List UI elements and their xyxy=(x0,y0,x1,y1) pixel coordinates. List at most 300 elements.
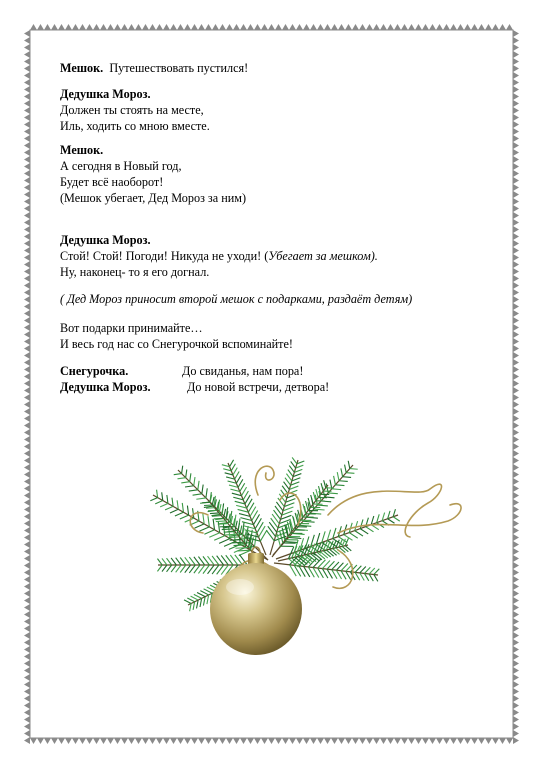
border-tooth xyxy=(429,24,436,30)
fir-needle xyxy=(226,534,237,535)
fir-needle xyxy=(299,525,311,526)
border-tooth xyxy=(513,310,519,317)
fir-needle xyxy=(231,464,235,471)
border-tooth xyxy=(24,478,30,485)
fir-needle xyxy=(388,519,395,524)
border-tooth xyxy=(24,534,30,541)
border-tooth xyxy=(513,121,519,128)
border-tooth xyxy=(128,738,135,744)
border-tooth xyxy=(24,485,30,492)
fir-needle xyxy=(289,466,294,473)
border-tooth xyxy=(324,24,331,30)
border-tooth xyxy=(24,373,30,380)
border-tooth xyxy=(212,24,219,30)
border-tooth xyxy=(436,738,443,744)
border-tooth xyxy=(513,450,519,457)
fir-needle xyxy=(212,516,221,517)
border-tooth xyxy=(24,681,30,688)
border-tooth xyxy=(24,275,30,282)
border-tooth xyxy=(24,247,30,254)
fir-needle xyxy=(293,516,296,527)
border-tooth xyxy=(443,738,450,744)
border-tooth xyxy=(513,79,519,86)
border-tooth xyxy=(275,24,282,30)
fir-needle xyxy=(171,565,176,572)
border-tooth xyxy=(513,527,519,534)
border-tooth xyxy=(499,738,506,744)
speaker-ded-moroz-3: Дедушка Мороз. xyxy=(60,380,151,394)
border-tooth xyxy=(513,597,519,604)
fir-needle xyxy=(160,503,168,506)
border-tooth xyxy=(93,738,100,744)
fir-needle xyxy=(341,571,346,580)
border-tooth xyxy=(30,24,37,30)
border-tooth xyxy=(142,738,149,744)
border-tooth xyxy=(513,149,519,156)
border-tooth xyxy=(226,24,233,30)
border-tooth xyxy=(464,738,471,744)
fir-needle xyxy=(193,508,194,518)
border-tooth xyxy=(513,688,519,695)
fir-needle xyxy=(186,469,187,477)
fir-needle xyxy=(167,495,168,503)
border-tooth xyxy=(380,24,387,30)
border-tooth xyxy=(100,24,107,30)
border-tooth xyxy=(24,695,30,702)
border-tooth xyxy=(121,24,128,30)
border-tooth xyxy=(513,499,519,506)
fir-needle xyxy=(185,518,194,522)
fir-needle xyxy=(187,506,188,516)
fir-needle xyxy=(268,526,276,536)
border-tooth xyxy=(513,156,519,163)
fir-needle xyxy=(150,498,157,501)
block-gifts xyxy=(60,320,293,352)
border-tooth xyxy=(247,24,254,30)
fir-needle xyxy=(172,498,173,507)
fir-needle xyxy=(222,529,233,530)
border-tooth xyxy=(212,738,219,744)
border-tooth xyxy=(268,738,275,744)
fir-needle xyxy=(185,486,194,487)
border-tooth xyxy=(198,738,205,744)
border-tooth xyxy=(513,261,519,268)
border-tooth xyxy=(513,240,519,247)
border-tooth xyxy=(177,738,184,744)
fir-needle xyxy=(224,532,235,533)
border-tooth xyxy=(303,738,310,744)
fir-needle xyxy=(360,529,368,534)
border-tooth xyxy=(513,422,519,429)
border-tooth xyxy=(513,541,519,548)
border-tooth xyxy=(513,226,519,233)
border-tooth xyxy=(24,121,30,128)
fir-needle xyxy=(285,542,298,543)
border-tooth xyxy=(149,738,156,744)
border-tooth xyxy=(506,738,513,744)
fir-needle xyxy=(240,518,251,521)
fir-needle xyxy=(182,503,183,512)
border-tooth xyxy=(296,24,303,30)
border-tooth xyxy=(24,513,30,520)
border-tooth xyxy=(513,681,519,688)
fir-needle xyxy=(206,488,207,498)
border-tooth xyxy=(513,233,519,240)
border-tooth xyxy=(513,471,519,478)
border-tooth xyxy=(513,170,519,177)
fir-needle xyxy=(191,596,199,600)
border-tooth xyxy=(513,317,519,324)
border-tooth xyxy=(24,394,30,401)
fir-needle xyxy=(177,478,185,479)
border-tooth xyxy=(513,653,519,660)
fir-needle xyxy=(233,468,237,475)
fir-needle xyxy=(199,527,209,531)
border-tooth xyxy=(513,429,519,436)
fir-needle xyxy=(196,498,206,499)
border-tooth xyxy=(24,660,30,667)
border-tooth xyxy=(24,653,30,660)
stage-direction: Убегает за мешком). xyxy=(268,249,378,263)
bauble-icon xyxy=(210,547,302,655)
border-tooth xyxy=(24,646,30,653)
fir-needle xyxy=(323,551,331,557)
border-tooth xyxy=(513,674,519,681)
border-tooth xyxy=(24,79,30,86)
border-tooth xyxy=(24,198,30,205)
border-tooth xyxy=(289,738,296,744)
border-tooth xyxy=(93,24,100,30)
snegurochka-text: До свиданья, нам пора! xyxy=(182,364,304,378)
border-tooth xyxy=(338,24,345,30)
border-tooth xyxy=(513,583,519,590)
border-tooth xyxy=(282,738,289,744)
border-tooth xyxy=(24,429,30,436)
verse-line: Должен ты стоять на месте, xyxy=(60,103,204,117)
fir-needle xyxy=(369,568,375,574)
fir-needle xyxy=(213,519,214,530)
fir-needle xyxy=(180,515,189,519)
fir-needle xyxy=(369,574,373,581)
border-tooth xyxy=(205,24,212,30)
border-tooth xyxy=(513,247,519,254)
border-tooth xyxy=(324,738,331,744)
verse-line: Будет всё наоборот! xyxy=(60,175,164,189)
border-tooth xyxy=(436,24,443,30)
border-tooth xyxy=(513,716,519,723)
border-tooth xyxy=(513,695,519,702)
border-tooth xyxy=(24,289,30,296)
border-tooth xyxy=(233,24,240,30)
border-tooth xyxy=(513,30,519,37)
fir-needle xyxy=(184,600,191,604)
fir-needle xyxy=(332,489,341,490)
border-tooth xyxy=(24,100,30,107)
fir-needle xyxy=(157,559,162,565)
border-tooth xyxy=(24,205,30,212)
fir-needle xyxy=(177,500,178,509)
fir-needle xyxy=(292,457,297,463)
border-tooth xyxy=(24,562,30,569)
border-tooth xyxy=(513,709,519,716)
fir-needle xyxy=(189,490,198,491)
border-tooth xyxy=(513,387,519,394)
border-tooth xyxy=(24,254,30,261)
border-tooth xyxy=(24,163,30,170)
speaker-snegurochka: Снегурочка. xyxy=(60,364,129,378)
border-tooth xyxy=(107,24,114,30)
border-tooth xyxy=(513,485,519,492)
border-tooth xyxy=(464,24,471,30)
border-tooth xyxy=(142,24,149,30)
border-tooth xyxy=(513,205,519,212)
border-tooth xyxy=(24,387,30,394)
border-tooth xyxy=(24,345,30,352)
border-tooth xyxy=(513,373,519,380)
fir-needle xyxy=(176,565,181,572)
border-tooth xyxy=(135,738,142,744)
border-tooth xyxy=(24,527,30,534)
border-tooth xyxy=(156,24,163,30)
border-tooth xyxy=(24,541,30,548)
fir-needle xyxy=(171,558,176,565)
fir-needle xyxy=(175,512,184,516)
border-tooth xyxy=(24,93,30,100)
fir-needle xyxy=(337,472,339,481)
border-tooth xyxy=(24,359,30,366)
fir-needle xyxy=(329,549,336,555)
verse-text: Стой! Стой! Погоди! Никуда не уходи! ( xyxy=(60,249,269,263)
border-tooth xyxy=(359,738,366,744)
fir-needle xyxy=(194,477,195,486)
fir-needle xyxy=(155,501,163,504)
border-tooth xyxy=(156,738,163,744)
border-tooth xyxy=(233,738,240,744)
border-tooth xyxy=(24,492,30,499)
border-tooth xyxy=(513,632,519,639)
border-tooth xyxy=(24,331,30,338)
border-tooth xyxy=(415,24,422,30)
fir-needle xyxy=(360,567,366,573)
border-tooth xyxy=(485,24,492,30)
border-tooth xyxy=(30,738,37,744)
border-tooth xyxy=(24,583,30,590)
border-tooth xyxy=(24,212,30,219)
border-tooth xyxy=(513,191,519,198)
border-tooth xyxy=(24,618,30,625)
fir-needle xyxy=(165,506,173,510)
border-tooth xyxy=(296,738,303,744)
border-tooth xyxy=(149,24,156,30)
border-tooth xyxy=(513,366,519,373)
block-ded-moroz-2 xyxy=(60,232,378,280)
fir-needle xyxy=(321,483,323,491)
speaker-meshok-1: Мешок. xyxy=(60,61,104,75)
border-tooth xyxy=(513,436,519,443)
border-tooth xyxy=(177,24,184,30)
border-tooth xyxy=(513,219,519,226)
border-tooth xyxy=(513,401,519,408)
fir-needle xyxy=(314,553,322,560)
border-tooth xyxy=(24,156,30,163)
border-tooth xyxy=(198,24,205,30)
border-tooth xyxy=(485,738,492,744)
border-tooth xyxy=(457,24,464,30)
fir-needle xyxy=(360,573,364,581)
border-tooth xyxy=(513,667,519,674)
fir-needle xyxy=(303,521,315,522)
border-tooth xyxy=(499,24,506,30)
border-tooth xyxy=(170,738,177,744)
border-tooth xyxy=(24,352,30,359)
border-tooth xyxy=(513,296,519,303)
fir-needle xyxy=(182,466,183,474)
fir-needle xyxy=(374,569,379,575)
border-tooth xyxy=(247,738,254,744)
border-tooth xyxy=(191,738,198,744)
christmas-bauble-illustration xyxy=(148,455,470,675)
border-tooth xyxy=(513,198,519,205)
border-tooth xyxy=(24,30,30,37)
fir-needle xyxy=(311,495,313,504)
fir-needle xyxy=(355,531,363,536)
border-tooth xyxy=(24,401,30,408)
border-tooth xyxy=(275,738,282,744)
border-tooth xyxy=(513,576,519,583)
border-tooth xyxy=(24,464,30,471)
border-tooth xyxy=(24,177,30,184)
border-tooth xyxy=(65,24,72,30)
border-tooth xyxy=(114,24,121,30)
border-tooth xyxy=(79,738,86,744)
border-tooth xyxy=(184,24,191,30)
border-tooth xyxy=(513,303,519,310)
fir-needle xyxy=(176,558,181,565)
border-tooth xyxy=(317,24,324,30)
fir-needle xyxy=(346,473,354,474)
border-tooth xyxy=(513,639,519,646)
border-tooth xyxy=(24,128,30,135)
border-tooth xyxy=(513,646,519,653)
border-tooth xyxy=(128,24,135,30)
border-tooth xyxy=(513,114,519,121)
border-tooth xyxy=(24,226,30,233)
fir-needle xyxy=(345,465,347,473)
border-tooth xyxy=(513,443,519,450)
border-tooth xyxy=(24,604,30,611)
fir-needle xyxy=(234,545,246,546)
border-tooth xyxy=(317,738,324,744)
border-tooth xyxy=(513,177,519,184)
border-tooth xyxy=(380,738,387,744)
border-tooth xyxy=(24,520,30,527)
fir-needle xyxy=(190,473,191,481)
border-tooth xyxy=(513,562,519,569)
fir-needle xyxy=(232,542,244,543)
border-tooth xyxy=(24,555,30,562)
block-ded-moroz-1 xyxy=(60,86,210,134)
border-tooth xyxy=(121,738,128,744)
border-tooth xyxy=(513,604,519,611)
fir-needle xyxy=(219,539,230,544)
border-tooth xyxy=(513,464,519,471)
border-tooth xyxy=(24,674,30,681)
fir-needle xyxy=(230,540,242,541)
border-tooth xyxy=(191,24,198,30)
border-tooth xyxy=(513,548,519,555)
border-tooth xyxy=(24,667,30,674)
fir-needle xyxy=(239,514,250,517)
border-tooth xyxy=(310,738,317,744)
border-tooth xyxy=(24,114,30,121)
fir-needle xyxy=(202,485,203,494)
border-tooth xyxy=(51,24,58,30)
border-tooth xyxy=(513,520,519,527)
fir-needle xyxy=(194,594,202,598)
fir-needle xyxy=(208,516,209,527)
fir-needle xyxy=(289,537,302,538)
border-tooth xyxy=(450,24,457,30)
border-tooth xyxy=(338,738,345,744)
fir-needle xyxy=(334,476,336,485)
border-tooth xyxy=(24,597,30,604)
border-tooth xyxy=(310,24,317,30)
fir-needle xyxy=(157,490,158,498)
fir-needle xyxy=(162,492,163,500)
fir-needle xyxy=(162,558,167,565)
fir-needle xyxy=(288,470,293,477)
line-ded-moroz-final xyxy=(60,379,151,395)
border-tooth xyxy=(331,738,338,744)
border-tooth xyxy=(513,737,519,744)
border-tooth xyxy=(513,268,519,275)
speaker-ded-moroz-1: Дедушка Мороз. xyxy=(60,87,151,101)
border-tooth xyxy=(513,506,519,513)
border-tooth xyxy=(254,24,261,30)
fir-needle xyxy=(229,527,231,539)
fir-needle xyxy=(210,513,219,514)
fir-needle xyxy=(317,505,327,506)
fir-needle xyxy=(237,550,250,551)
border-tooth xyxy=(24,65,30,72)
border-tooth xyxy=(219,24,226,30)
fir-needle xyxy=(174,474,182,475)
fir-needle xyxy=(355,572,360,580)
fir-needle xyxy=(230,460,234,467)
fir-needle xyxy=(374,575,378,582)
border-tooth xyxy=(24,219,30,226)
fir-needle xyxy=(364,567,370,573)
border-tooth xyxy=(513,142,519,149)
border-tooth xyxy=(24,324,30,331)
fir-needle xyxy=(187,598,194,602)
fir-needle xyxy=(335,485,344,486)
border-tooth xyxy=(24,415,30,422)
verse-line: Ну, наконец- то я его догнал. xyxy=(60,265,210,279)
border-tooth xyxy=(163,738,170,744)
border-tooth xyxy=(478,24,485,30)
border-tooth xyxy=(387,24,394,30)
fir-needle xyxy=(203,514,204,524)
border-tooth xyxy=(513,415,519,422)
fir-needle xyxy=(157,565,162,571)
border-tooth xyxy=(24,625,30,632)
border-tooth xyxy=(408,24,415,30)
border-tooth xyxy=(450,738,457,744)
border-tooth xyxy=(24,268,30,275)
fir-needle xyxy=(204,530,214,534)
fir-needle xyxy=(355,566,361,573)
